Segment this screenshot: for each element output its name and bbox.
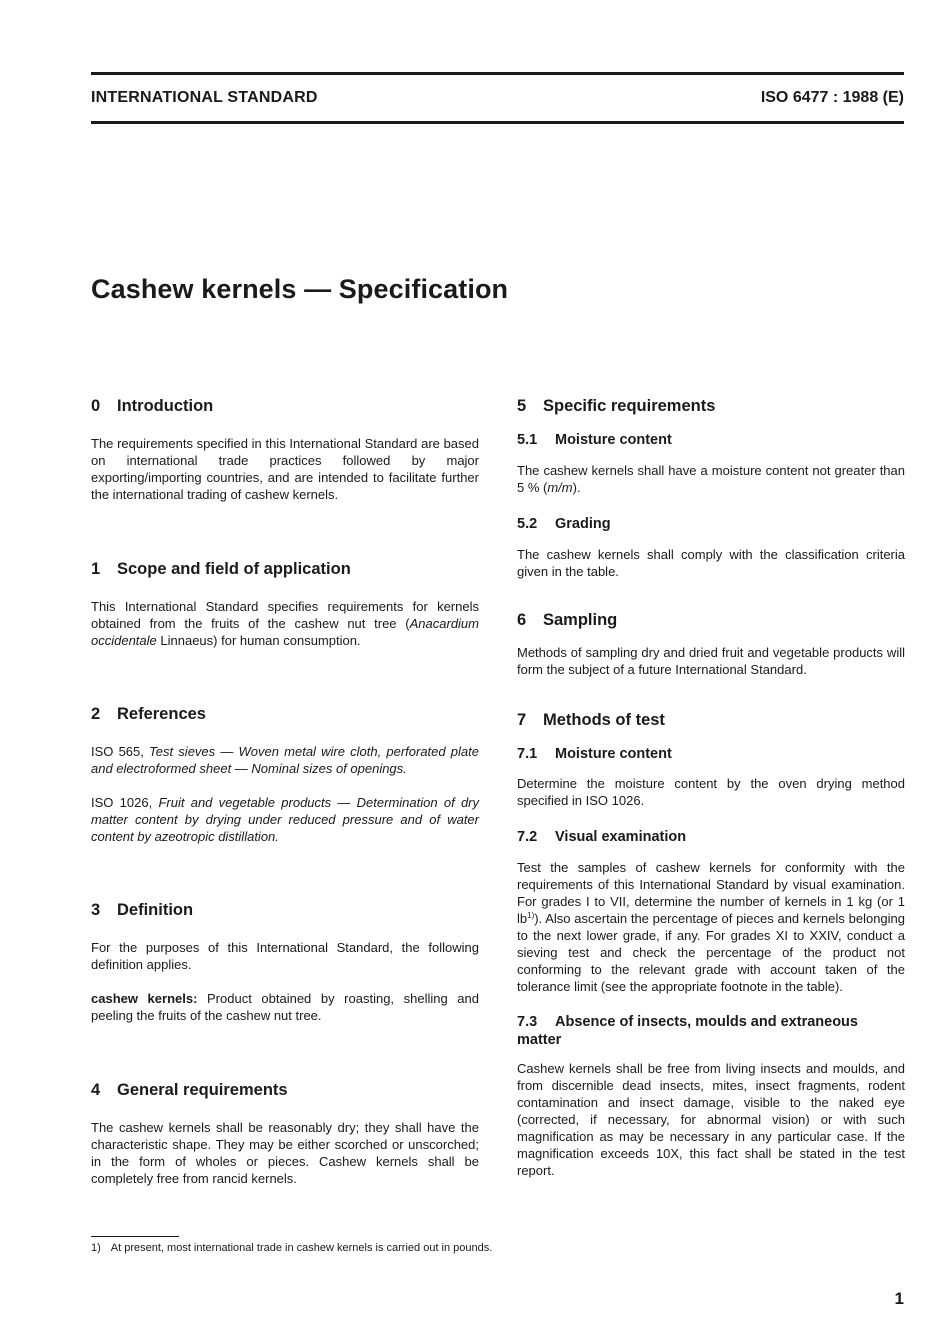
footnote-reference: 1) — [527, 911, 535, 920]
subsection-5-2-heading — [517, 515, 905, 533]
subsection-title: Moisture content — [555, 746, 672, 762]
section-number: 5 — [517, 397, 527, 415]
reference-number: ISO 565, — [91, 744, 150, 759]
footnote-text: At present, most international trade in cashew kernels is carried out in pounds. — [110, 1242, 493, 1254]
section-7-heading — [517, 710, 905, 730]
section-number: 3 — [91, 901, 101, 919]
section-title: Scope and field of application — [117, 560, 351, 578]
footnote — [91, 1241, 492, 1255]
definition-term: cashew kernels: — [91, 991, 198, 1006]
subsection-title: Absence of insects, moulds and extraneous matter — [517, 1014, 858, 1048]
section-title: General requirements — [117, 1081, 288, 1099]
subsection-title: Moisture content — [555, 432, 672, 448]
section-number: 7 — [517, 711, 527, 729]
subsection-7-1-heading — [517, 745, 905, 763]
reference-title: Test sieves — Woven metal wire cloth, perforated plate and electroformed sheet — Nominal sizes of openings. — [91, 744, 479, 776]
section-4-heading — [91, 1080, 479, 1100]
subsection-number: 7.2 — [517, 829, 538, 845]
moisture-text-end: ). — [572, 480, 581, 495]
section-number: 2 — [91, 705, 101, 723]
reference-number: ISO 1026, — [91, 795, 159, 810]
subsection-5-1-heading — [517, 431, 905, 449]
grading-paragraph: The cashew kernels shall comply with the classification criteria given in the table. — [517, 547, 905, 579]
introduction-paragraph: The requirements specified in this International Standard are based on international trade practices followed by major exporting/importing countries, and are intended to facilitate further the international trading of cashew kernels. — [91, 436, 479, 502]
visual-examination-paragraph — [517, 859, 905, 995]
section-3-heading — [91, 900, 479, 920]
footnote-number: 1) — [91, 1242, 101, 1254]
subsection-title: Visual examination — [555, 829, 687, 845]
insects-moulds-paragraph: Cashew kernels shall be free from living insects and moulds, and from discernible dead insects, mites, insect fragments, rodent contamination and insect damage, visible to the naked eye (corrected, if necessary, for abnormal vision) or with such magnification as may be necessary in any particular case. If the magnification exceeds 10X, this fact shall be stated in the test report. — [517, 1061, 905, 1178]
section-number: 0 — [91, 397, 101, 415]
reference-iso-565 — [91, 743, 479, 777]
section-number: 6 — [517, 611, 527, 629]
section-1-heading — [91, 559, 479, 579]
scope-text: This International Standard specifies requirements for kernels obtained from the fruits of the cashew nut tree ( — [91, 599, 479, 631]
document-title: Cashew kernels — Specification — [91, 274, 509, 304]
section-title: Sampling — [543, 611, 618, 629]
section-title: Introduction — [117, 397, 214, 415]
section-0-heading — [91, 396, 479, 416]
general-requirements-paragraph: The cashew kernels shall be reasonably dry; they shall have the characteristic shape. They may be either scorched or unscorched; in the form of wholes or pieces. Cashew kernels shall be completely free from rancid kernels. — [91, 1120, 479, 1186]
moisture-content-paragraph — [517, 462, 905, 496]
subsection-7-3-heading — [517, 1013, 905, 1049]
visual-text: Test the samples of cashew kernels for conformity with the requirements of this International Standard by visual examination. For grades I to VII, determine the number of kernels in 1 kg (or 1 lb — [517, 860, 905, 926]
left-column — [91, 396, 479, 1187]
right-column — [517, 396, 905, 1179]
section-title: Specific requirements — [543, 397, 716, 415]
header-standard-number: ISO 6477 : 1988 (E) — [760, 89, 904, 106]
reference-title: Fruit and vegetable products — Determination of dry matter content by drying under reduced pressure and of water content by azeotropic distillation. — [91, 795, 480, 844]
section-number: 4 — [91, 1081, 101, 1099]
scope-text-end: Linnaeus) for human consumption. — [156, 633, 361, 648]
section-title: Definition — [117, 901, 194, 919]
section-title: References — [117, 705, 206, 723]
section-title: Methods of test — [543, 711, 665, 729]
subsection-7-2-heading — [517, 828, 905, 846]
header-standard-type: INTERNATIONAL STANDARD — [91, 89, 318, 106]
scope-species-name: Anacardium occidentale — [91, 616, 479, 648]
definition-text: Product obtained by roasting, shelling and peeling the fruits of the cashew nut tree. — [91, 991, 479, 1023]
section-6-heading — [517, 610, 905, 630]
subsection-number: 5.2 — [517, 516, 538, 532]
reference-iso-1026 — [91, 794, 479, 845]
moisture-method-paragraph: Determine the moisture content by the oven drying method specified in ISO 1026. — [517, 776, 905, 808]
sampling-paragraph: Methods of sampling dry and dried fruit and vegetable products will form the subject of a future International Standard. — [517, 645, 905, 677]
subsection-number: 7.1 — [517, 746, 538, 762]
subsection-title: Grading — [555, 516, 611, 532]
definition-intro: For the purposes of this International Standard, the following definition applies. — [91, 940, 479, 972]
section-number: 1 — [91, 560, 101, 578]
definition-entry — [91, 990, 479, 1024]
header-top-rule — [91, 72, 904, 75]
moisture-unit: m/m — [547, 480, 573, 495]
header-bottom-rule — [91, 121, 904, 124]
visual-text-end: ). Also ascertain the percentage of pieces and kernels belonging to the next lower grade, if any. For grades XI to XXIV, conduct a sieving test and check the percentage of the product not conforming to the relevant grade with account taken of the tolerance limit (see the appropriate footnote in the table). — [517, 911, 905, 994]
subsection-number: 7.3 — [517, 1014, 538, 1030]
scope-paragraph — [91, 598, 479, 649]
footnote-rule — [91, 1236, 179, 1237]
section-2-heading — [91, 704, 479, 724]
moisture-text: The cashew kernels shall have a moisture content not greater than 5 % ( — [517, 463, 905, 495]
subsection-number: 5.1 — [517, 432, 538, 448]
section-5-heading — [517, 396, 905, 416]
page-number: 1 — [894, 1289, 904, 1308]
